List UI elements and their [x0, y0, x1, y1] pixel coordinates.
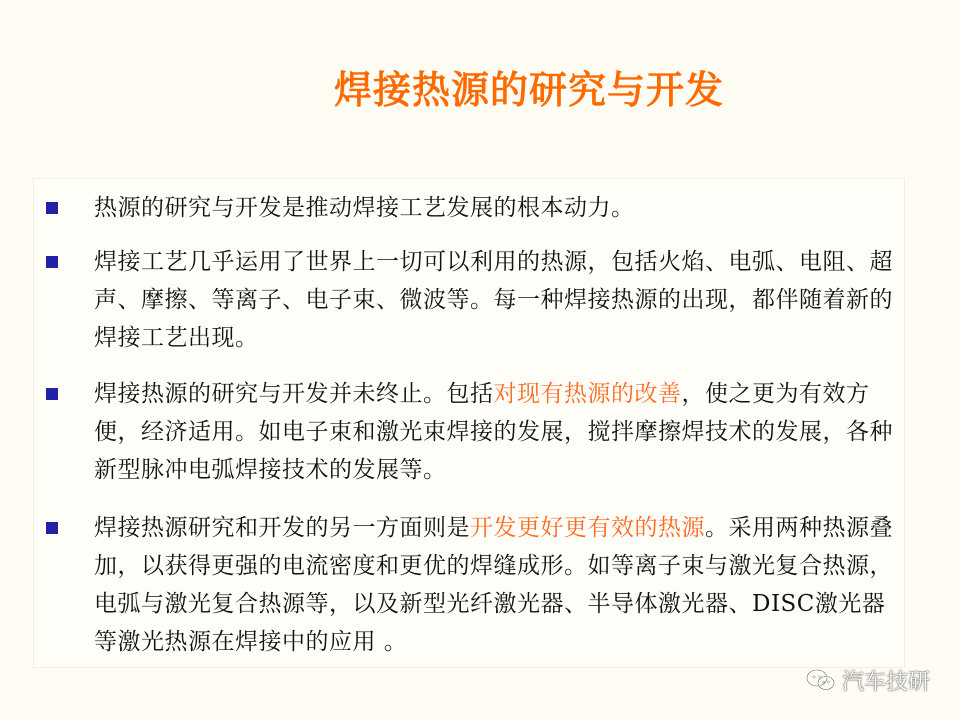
square-bullet-icon: [46, 388, 58, 400]
square-bullet-icon: [46, 522, 58, 534]
square-bullet-icon: [46, 202, 58, 214]
bullet-text-part: ，使之更为有效方便，经济适用。如电子束和激光束焊接的发展，搅拌摩擦焊技术的发展，各种新型脉冲电弧焊接技术的发展等。: [94, 381, 893, 483]
highlighted-text: 对现有热源的改善: [493, 381, 682, 407]
bullet-text: [94, 509, 894, 661]
bullet-text-part: 焊接工艺几乎运用了世界上一切可以利用的热源，包括火焰、电弧、电阻、超声、摩擦、等离子、电子束、微波等。每一种焊接热源的出现，都伴随着新的焊接工艺出现。: [94, 249, 893, 351]
bullet-text-part: 焊接热源研究和开发的另一方面则是: [94, 515, 470, 541]
square-bullet-icon: [46, 256, 58, 268]
watermark-text: 汽车技研: [841, 670, 930, 695]
bullet-text-part: 。采用两种热源叠加，以获得更强的电流密度和更优的焊缝成形。如等离子束与激光复合热源，电弧与激光复合热源等，以及新型光纤激光器、半导体激光器、DISC激光器等激光热源在焊接中的应用 。: [94, 515, 893, 655]
bullet-text: [94, 243, 894, 357]
watermark: [806, 665, 930, 696]
highlighted-text: 开发更好更有效的热源: [470, 515, 705, 541]
bullet-text: [94, 375, 894, 489]
content-box: [33, 178, 905, 668]
bullet-text: [94, 189, 894, 227]
bullet-text-part: 焊接热源的研究与开发并未终止。包括: [94, 381, 494, 407]
bullet-text-part: 热源的研究与开发是推动焊接工艺发展的根本动力。: [94, 195, 635, 221]
wechat-icon: [806, 668, 836, 694]
slide-title: 焊接热源的研究与开发: [333, 68, 724, 112]
